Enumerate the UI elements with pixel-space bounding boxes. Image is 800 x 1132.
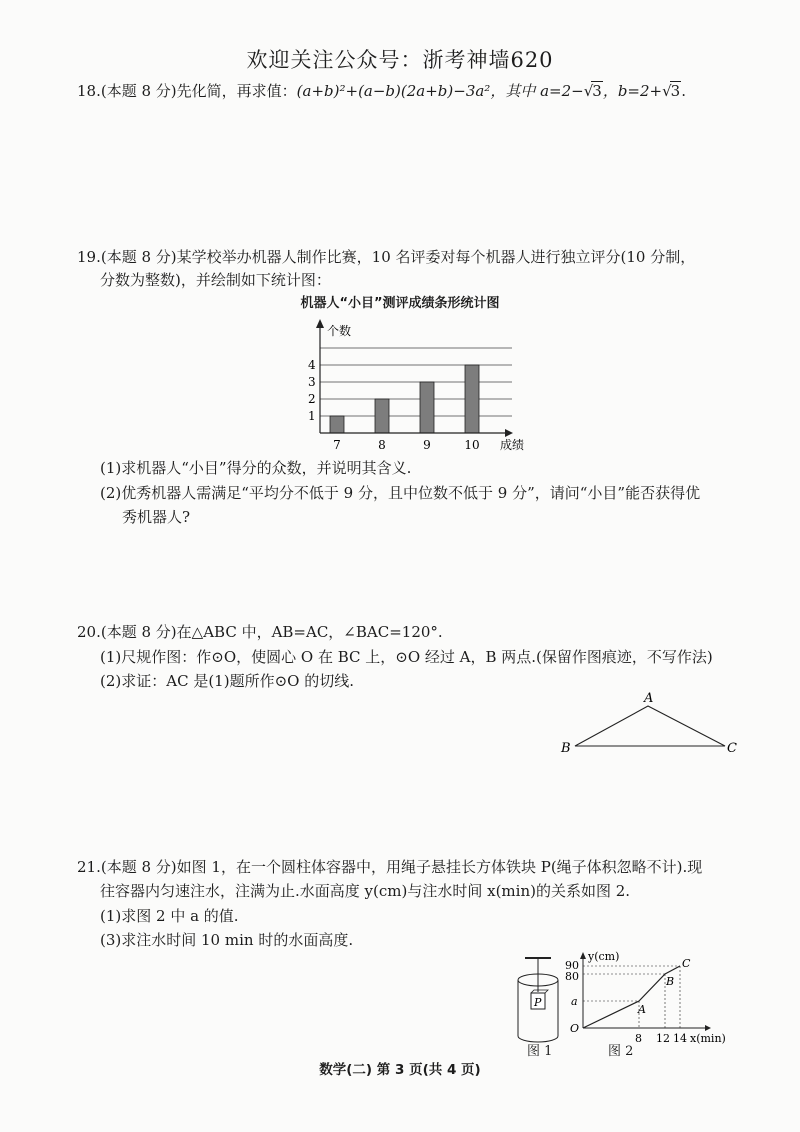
- q19-sub1: (1)求机器人“小目”得分的众数，并说明其含义.: [100, 459, 412, 477]
- q19-sub2-line2: 秀机器人?: [122, 508, 191, 526]
- x-tick-12: 12: [656, 1032, 670, 1045]
- triangle-abc: [575, 706, 725, 746]
- x-tick-label: 8: [378, 438, 386, 452]
- triangle-figure: [555, 690, 755, 760]
- point-b-label: B: [666, 975, 675, 988]
- q20-text: 在△ABC 中，AB=AC，∠BAC=120°.: [176, 623, 443, 641]
- bar-chart: [280, 318, 550, 458]
- question-19: [77, 245, 695, 269]
- watermark-header: 欢迎关注公众号：浙考神墙620: [246, 48, 554, 72]
- figure-2-graph: [555, 950, 745, 1050]
- graph-y-arrow: [580, 952, 586, 959]
- q18-expr-end: .: [681, 82, 686, 100]
- q20-points: (本题 8 分): [100, 623, 177, 641]
- y-tick-label: 2: [308, 392, 316, 406]
- origin-label: O: [570, 1022, 580, 1035]
- q20-number: 20.: [77, 623, 101, 641]
- q21-text-line1: 如图 1，在一个圆柱体容器中，用绳子悬挂长方体铁块 P(绳子体积忽略不计).现: [176, 858, 703, 876]
- q21-points: (本题 8 分): [100, 858, 177, 876]
- graph-x-arrow: [705, 1025, 711, 1031]
- y-tick-label: 4: [308, 358, 316, 372]
- y-tick-label: 3: [308, 375, 316, 389]
- question-20: [77, 620, 443, 644]
- chart-y-tick-labels: [308, 358, 316, 423]
- figure-2-caption: 图 2: [608, 1044, 634, 1059]
- graph-x-label: x(min): [690, 1032, 726, 1045]
- x-axis-label: 成绩: [500, 438, 525, 452]
- y-tick-90: 90: [565, 959, 579, 972]
- q18-sqrt-2: 3: [670, 82, 681, 100]
- x-tick-label: 7: [333, 438, 341, 452]
- x-tick-label: 9: [423, 438, 431, 452]
- block-label: P: [534, 996, 542, 1009]
- question-21: [77, 855, 702, 879]
- q18-expr-start: (a+b)²+(a−b)(2a+b)−3a²，其中 a=2−√: [296, 82, 594, 100]
- y-tick-a: a: [571, 995, 578, 1008]
- q20-sub2: (2)求证：AC 是(1)题所作⊙O 的切线.: [100, 672, 354, 690]
- y-axis-arrow: [316, 319, 324, 328]
- q21-sub2: (3)求注水时间 10 min 时的水面高度.: [100, 931, 354, 949]
- q19-number: 19.: [77, 248, 101, 266]
- y-tick-label: 1: [308, 409, 316, 423]
- q18-lead: 先化简，再求值：: [176, 82, 297, 100]
- graph-y-label: y(cm): [588, 950, 620, 963]
- point-c-label: C: [682, 957, 691, 970]
- y-tick-80: 80: [565, 970, 579, 983]
- x-tick-label: 10: [464, 438, 480, 452]
- question-18: [77, 79, 686, 103]
- q18-expr-mid: ，b=2+√: [602, 82, 672, 100]
- q21-sub1: (1)求图 2 中 a 的值.: [100, 907, 239, 925]
- chart-title: 机器人“小目”测评成绩条形统计图: [300, 296, 500, 311]
- x-tick-8: 8: [635, 1032, 642, 1045]
- bar-7: [330, 416, 344, 433]
- q21-number: 21.: [77, 858, 101, 876]
- q19-text-line1: 某学校举办机器人制作比赛，10 名评委对每个机器人进行独立评分(10 分制，: [176, 248, 696, 266]
- q19-sub2-line1: (2)优秀机器人需满足“平均分不低于 9 分，且中位数不低于 9 分”，请问“小目”能否获得优: [100, 484, 701, 502]
- vertex-c-label: C: [727, 741, 737, 756]
- chart-grid: [320, 348, 512, 416]
- bar-9: [420, 382, 434, 433]
- figure-1-caption: 图 1: [527, 1044, 553, 1059]
- vertex-a-label: A: [644, 691, 654, 706]
- point-a-label: A: [638, 1003, 646, 1016]
- bar-8: [375, 399, 389, 433]
- bar-10: [465, 365, 479, 433]
- q20-sub1: (1)尺规作图：作⊙O，使圆心 O 在 BC 上，⊙O 经过 A，B 两点.(保留作图痕迹，不写作法): [100, 648, 713, 666]
- q18-points: (本题 8 分): [100, 82, 177, 100]
- q21-text-line2: 往容器内匀速注水，注满为止.水面高度 y(cm)与注水时间 x(min)的关系如图 2.: [100, 882, 631, 900]
- q19-text-line2: 分数为整数)，并绘制如下统计图：: [100, 271, 331, 289]
- q19-points: (本题 8 分): [100, 248, 177, 266]
- x-axis-arrow: [505, 429, 513, 437]
- q18-number: 18.: [77, 82, 101, 100]
- chart-x-tick-labels: [333, 438, 479, 452]
- q18-sqrt-1: 3: [592, 82, 602, 100]
- x-tick-14: 14: [673, 1032, 687, 1045]
- vertex-b-label: B: [561, 741, 571, 756]
- y-axis-label: 个数: [327, 324, 352, 338]
- page-footer: 数学(二) 第 3 页(共 4 页): [319, 1062, 481, 1078]
